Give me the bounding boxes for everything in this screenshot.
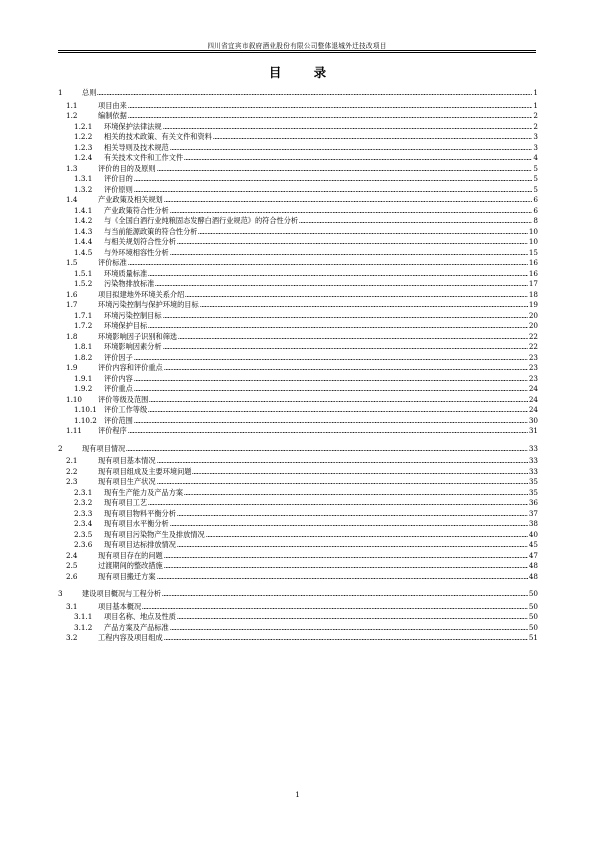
toc-entry[interactable] <box>66 195 538 204</box>
toc-entry[interactable] <box>74 416 538 425</box>
toc-entry-page: 3 <box>533 142 538 152</box>
toc-entry-number: 1.4.4 <box>74 237 93 247</box>
toc-entry[interactable] <box>66 300 538 309</box>
toc-entry[interactable] <box>66 258 538 267</box>
toc-entry-number: 1.7.2 <box>74 321 93 331</box>
toc-entry-page: 2 <box>533 121 538 131</box>
dot-leader <box>148 504 528 505</box>
toc-entry[interactable] <box>74 185 538 194</box>
page-number: 1 <box>295 790 300 799</box>
toc-entry[interactable] <box>66 561 538 570</box>
toc-entry-number: 1.3.2 <box>74 184 93 194</box>
toc-entry-number: 1.5 <box>66 258 78 268</box>
dot-leader <box>128 432 528 433</box>
toc-entry-page: 23 <box>528 373 538 383</box>
toc-entry-number: 1.2.3 <box>74 142 93 152</box>
dot-leader <box>198 233 527 234</box>
toc-entry[interactable] <box>74 540 538 549</box>
dot-leader <box>164 369 528 370</box>
toc-entry-page: 50 <box>528 622 538 632</box>
toc-entry[interactable] <box>74 248 538 257</box>
toc-entry[interactable] <box>74 269 538 278</box>
dot-leader <box>149 401 528 402</box>
toc-entry-label: 环境质量标准 <box>104 268 148 278</box>
toc-entry-number: 1.3 <box>66 163 78 173</box>
toc-entry-page: 23 <box>528 363 538 373</box>
dot-leader <box>128 107 533 108</box>
toc-entry-label: 评价等级及范围 <box>98 394 149 404</box>
toc-entry-page: 4 <box>533 153 538 163</box>
toc-entry-page: 35 <box>528 477 538 487</box>
toc-entry-number: 1.4.3 <box>74 226 93 236</box>
toc-entry[interactable] <box>66 332 538 341</box>
toc-entry-label: 现有项目基本情况 <box>98 456 156 466</box>
toc-entry-number: 2.3 <box>66 477 78 487</box>
toc-entry-number: 1.10.2 <box>74 415 97 425</box>
toc-entry-number: 1.10 <box>66 394 83 404</box>
toc-entry-label: 现有项目达标排放情况 <box>104 540 176 550</box>
dot-leader <box>177 618 528 619</box>
toc-entry-label: 评价程序 <box>98 426 127 436</box>
toc-entry-page: 24 <box>528 405 538 415</box>
toc-entry-label: 环境影响因子识别和筛选 <box>98 331 178 341</box>
toc-entry-label: 评价内容 <box>104 373 133 383</box>
toc-entry-label: 现有项目生产状况 <box>98 477 156 487</box>
dot-leader <box>162 595 528 596</box>
toc-entry-number: 1.2.1 <box>74 121 93 131</box>
toc-entry-number: 2.1 <box>66 456 78 466</box>
dot-leader <box>177 515 528 516</box>
toc-entry-page: 50 <box>528 612 538 622</box>
toc-entry-page: 18 <box>528 289 538 299</box>
toc-entry-label: 评价范围 <box>104 415 133 425</box>
toc-entry-number: 1 <box>58 88 63 97</box>
header-rule <box>58 50 536 51</box>
toc-entry-number: 2.3.3 <box>74 508 93 518</box>
toc-entry-number: 1.9.1 <box>74 373 93 383</box>
dot-leader <box>134 380 528 381</box>
toc-entry-number: 1.9.2 <box>74 384 93 394</box>
running-header: 四川省宜宾市叙府酒业股份有限公司整体退城外迁技改项目 <box>207 42 387 50</box>
toc-entry[interactable] <box>74 227 538 236</box>
toc-entry[interactable] <box>66 395 538 404</box>
toc-entry-page: 20 <box>528 310 538 320</box>
toc-entry[interactable] <box>74 216 538 225</box>
toc-entry-page: 51 <box>528 633 538 643</box>
toc-entry-page: 33 <box>528 443 538 453</box>
toc-entry-number: 1.7.1 <box>74 310 93 320</box>
toc-entry-page: 6 <box>533 195 538 205</box>
toc-entry-page: 5 <box>533 163 538 173</box>
toc-entry[interactable] <box>74 237 538 246</box>
toc-entry[interactable] <box>66 363 538 372</box>
dot-leader <box>126 450 528 451</box>
toc-entry-number: 2.6 <box>66 571 78 581</box>
dot-leader <box>157 170 533 171</box>
toc-entry-page: 23 <box>528 352 538 362</box>
toc-entry-page: 45 <box>528 540 538 550</box>
toc-entry[interactable] <box>74 374 538 383</box>
toc-entry-number: 3.1 <box>66 601 78 611</box>
toc-entry-page: 50 <box>528 589 538 599</box>
toc-entry-number: 1.4 <box>66 195 78 205</box>
toc-entry-label: 编制依据 <box>98 111 127 121</box>
toc-entry-page: 2 <box>533 111 538 121</box>
dot-leader <box>170 525 528 526</box>
toc-entry[interactable] <box>66 551 538 560</box>
toc-entry-label: 现有生产能力及产品方案 <box>104 487 184 497</box>
toc-entry-label: 现有项目搬迁方案 <box>98 571 156 581</box>
toc-entry-label: 现有项目工艺 <box>104 498 148 508</box>
toc-entry-number: 1.8 <box>66 331 78 341</box>
dot-leader <box>185 296 528 297</box>
toc-entry[interactable] <box>74 342 538 351</box>
toc-entry[interactable] <box>74 174 538 183</box>
toc-entry[interactable] <box>66 426 538 435</box>
toc-entry-page: 20 <box>528 321 538 331</box>
toc-entry[interactable] <box>74 153 538 162</box>
toc-entry[interactable] <box>66 111 538 120</box>
toc-entry[interactable] <box>66 572 538 581</box>
toc-entry[interactable] <box>58 88 538 97</box>
toc-entry[interactable] <box>74 623 538 632</box>
toc-entry-page: 5 <box>533 184 538 194</box>
toc-entry-label: 项目名称、地点及性质 <box>104 612 176 622</box>
dot-leader <box>155 285 528 286</box>
dot-leader <box>206 536 528 537</box>
dot-leader <box>128 264 528 265</box>
toc-entry-label: 工程内容及项目组成 <box>98 633 163 643</box>
toc-entry-label: 项目拟建地外环境关系介绍 <box>98 289 185 299</box>
dot-leader <box>148 275 528 276</box>
toc-entry-page: 36 <box>528 498 538 508</box>
toc-entry-number: 2.3.6 <box>74 540 93 550</box>
toc-entry-page: 48 <box>528 561 538 571</box>
toc-entry-label: 环境保护法律法规 <box>104 121 162 131</box>
toc-entry-number: 2.3.1 <box>74 487 93 497</box>
dot-leader <box>134 180 533 181</box>
toc-entry-page: 37 <box>528 508 538 518</box>
toc-entry[interactable] <box>66 467 538 476</box>
toc-entry-page: 3 <box>533 132 538 142</box>
toc-entry-number: 2.2 <box>66 466 78 476</box>
toc-entry[interactable] <box>74 384 538 393</box>
dot-leader <box>177 243 528 244</box>
toc-entry-label: 评价的目的及原则 <box>98 163 156 173</box>
dot-leader <box>142 608 528 609</box>
toc-entry-label: 总则 <box>82 88 97 97</box>
toc-entry-label: 评价标准 <box>98 258 127 268</box>
toc-entry-number: 1.4.1 <box>74 205 93 215</box>
toc-entry-page: 19 <box>528 300 538 310</box>
toc-entry-page: 16 <box>528 258 538 268</box>
toc-entry-number: 2.4 <box>66 550 78 560</box>
dot-leader <box>148 327 528 328</box>
toc-entry[interactable] <box>74 509 538 518</box>
dot-leader <box>134 191 533 192</box>
toc-entry[interactable] <box>66 101 538 110</box>
dot-leader <box>164 639 528 640</box>
dot-leader <box>170 149 533 150</box>
toc-entry-number: 1.4.2 <box>74 216 93 226</box>
toc-entry-label: 污染物排放标准 <box>104 279 155 289</box>
toc-entry-label: 项目由来 <box>98 100 127 110</box>
toc-entry-number: 1.2.2 <box>74 132 93 142</box>
toc-entry-number: 1.4.5 <box>74 247 93 257</box>
toc-entry-label: 评价因子 <box>104 352 133 362</box>
dot-leader <box>97 94 532 95</box>
toc-entry-number: 1.8.2 <box>74 352 93 362</box>
toc-entry[interactable] <box>58 589 538 598</box>
toc-entry-number: 1.10.1 <box>74 405 97 415</box>
toc-entry[interactable] <box>66 456 538 465</box>
dot-leader <box>213 138 533 139</box>
toc-entry[interactable] <box>74 311 538 320</box>
toc-entry-number: 2.5 <box>66 561 78 571</box>
toc-entry[interactable] <box>74 122 538 131</box>
toc-entry[interactable] <box>74 519 538 528</box>
toc-entry-number: 1.2 <box>66 111 78 121</box>
toc-entry-number: 3.1.2 <box>74 622 93 632</box>
toc-entry-label: 产业政策及相关规划 <box>98 195 163 205</box>
toc-entry-label: 建设项目概况与工程分析 <box>82 589 162 599</box>
toc-entry-label: 与当前能源政策的符合性分析 <box>104 226 198 236</box>
dot-leader <box>163 348 528 349</box>
toc-entry[interactable] <box>74 612 538 621</box>
toc-entry[interactable] <box>74 279 538 288</box>
dot-leader <box>178 338 528 339</box>
toc-entry-label: 现有项目水平衡分析 <box>104 519 169 529</box>
toc-entry-number: 1.5.2 <box>74 279 93 289</box>
toc-entry[interactable] <box>74 132 538 141</box>
toc-entry-page: 8 <box>533 216 538 226</box>
dot-leader <box>200 306 528 307</box>
toc-entry-label: 现有项目污染物产生及排放情况 <box>104 529 205 539</box>
dot-leader <box>170 629 528 630</box>
toc-entry-label: 相关的技术政策、有关文件和资料 <box>104 132 212 142</box>
dot-leader <box>184 494 528 495</box>
toc-entry-number: 1.9 <box>66 363 78 373</box>
toc-entry-number: 1.8.1 <box>74 342 93 352</box>
toc-entry-number: 3.1.1 <box>74 612 93 622</box>
toc-entry-label: 评价目的 <box>104 174 133 184</box>
dot-leader <box>299 222 532 223</box>
toc-entry-page: 24 <box>528 394 538 404</box>
toc-entry[interactable] <box>66 164 538 173</box>
toc-entry-label: 现有项目物料平衡分析 <box>104 508 176 518</box>
dot-leader <box>163 128 533 129</box>
toc-entry-page: 6 <box>533 205 538 215</box>
toc-entry-page: 40 <box>528 529 538 539</box>
dot-leader <box>163 317 528 318</box>
toc-entry-label: 环境污染控制目标 <box>104 310 162 320</box>
toc-entry-number: 2.3.2 <box>74 498 93 508</box>
toc-entry[interactable] <box>74 143 538 152</box>
toc-entry[interactable] <box>74 206 538 215</box>
toc-entry-page: 47 <box>528 550 538 560</box>
toc-entry-label: 现有项目存在的问题 <box>98 550 163 560</box>
toc-title: 目 录 <box>268 65 341 80</box>
dot-leader <box>157 483 528 484</box>
toc-entry-page: 48 <box>528 571 538 581</box>
dot-leader <box>184 159 532 160</box>
toc-entry-label: 项目基本概况 <box>98 601 142 611</box>
toc-entry-label: 产业政策符合性分析 <box>104 205 169 215</box>
dot-leader <box>164 557 528 558</box>
toc-entry-number: 3.2 <box>66 633 78 643</box>
toc-entry-page: 16 <box>528 268 538 278</box>
toc-entry-number: 1.1 <box>66 100 78 110</box>
toc-entry[interactable] <box>74 488 538 497</box>
toc-entry[interactable] <box>74 530 538 539</box>
toc-entry-label: 环境污染控制与保护环境的目标 <box>98 300 199 310</box>
toc-entry[interactable] <box>74 321 538 330</box>
toc-entry-number: 3 <box>58 589 63 599</box>
toc-entry-page: 30 <box>528 415 538 425</box>
dot-leader <box>157 578 528 579</box>
toc-entry-label: 过渡期间的整改措施 <box>98 561 163 571</box>
toc-entry-page: 35 <box>528 487 538 497</box>
toc-entry-page: 38 <box>528 519 538 529</box>
toc-entry-label: 环境保护目标 <box>104 321 148 331</box>
toc-entry-page: 10 <box>528 237 538 247</box>
toc-entry-number: 1.5.1 <box>74 268 93 278</box>
toc-entry-page: 22 <box>528 342 538 352</box>
toc-entry-page: 33 <box>528 456 538 466</box>
dot-leader <box>134 390 528 391</box>
toc-entry-number: 1.2.4 <box>74 153 93 163</box>
toc-entry[interactable] <box>74 498 538 507</box>
toc-entry-number: 1.6 <box>66 289 78 299</box>
toc-entry-page: 17 <box>528 279 538 289</box>
toc-entry-label: 现有项目组成及主要环境问题 <box>98 466 192 476</box>
toc-entry-label: 评价重点 <box>104 384 133 394</box>
toc-entry-page: 5 <box>533 174 538 184</box>
toc-entry-label: 与《全国白酒行业纯粮固态发酵白酒行业规范》的符合性分析 <box>104 216 299 226</box>
toc-entry-page: 50 <box>528 601 538 611</box>
dot-leader <box>170 254 528 255</box>
dot-leader <box>177 546 528 547</box>
toc-entry-label: 评价原则 <box>104 184 133 194</box>
toc-entry-label: 与外环境相容性分析 <box>104 247 169 257</box>
dot-leader <box>157 462 528 463</box>
toc-entry[interactable] <box>66 477 538 486</box>
toc-entry[interactable] <box>58 444 538 453</box>
dot-leader <box>134 359 528 360</box>
toc-entry-label: 产品方案及产品标准 <box>104 622 169 632</box>
toc-entry-page: 31 <box>528 426 538 436</box>
toc-entry-page: 15 <box>528 247 538 257</box>
dot-leader <box>164 567 528 568</box>
toc-entry-number: 2.3.5 <box>74 529 93 539</box>
toc-entry[interactable] <box>66 633 538 642</box>
dot-leader <box>164 201 533 202</box>
dot-leader <box>128 117 533 118</box>
dot-leader <box>134 422 528 423</box>
toc-entry-number: 1.7 <box>66 300 78 310</box>
toc-entry-page: 22 <box>528 331 538 341</box>
toc-entry[interactable] <box>66 290 538 299</box>
dot-leader <box>192 473 527 474</box>
toc-entry-page: 24 <box>528 384 538 394</box>
toc-entry-number: 2.3.4 <box>74 519 93 529</box>
toc-entry[interactable] <box>74 353 538 362</box>
toc-entry-number: 1.11 <box>66 426 83 436</box>
toc-entry-page: 1 <box>533 100 538 110</box>
toc-entry-label: 相关导则及技术规范 <box>104 142 169 152</box>
toc-entry-label: 有关技术文件和工作文件 <box>104 153 184 163</box>
toc-entry-number: 2 <box>58 443 63 453</box>
dot-leader <box>170 212 533 213</box>
toc-entry[interactable] <box>74 405 538 414</box>
toc-entry-label: 与相关规划符合性分析 <box>104 237 176 247</box>
toc-entry[interactable] <box>66 602 538 611</box>
toc-entry-number: 1.3.1 <box>74 174 93 184</box>
toc-entry-label: 现有项目情况 <box>82 443 126 453</box>
toc-entry-label: 评价内容和评价重点 <box>98 363 163 373</box>
header-rule-thin <box>58 52 536 53</box>
toc-entry-page: 1 <box>533 88 538 97</box>
toc-entry-page: 10 <box>528 226 538 236</box>
dot-leader <box>148 411 528 412</box>
toc-entry-page: 33 <box>528 466 538 476</box>
toc-entry-label: 环境影响因素分析 <box>104 342 162 352</box>
toc-entry-label: 评价工作等级 <box>104 405 148 415</box>
